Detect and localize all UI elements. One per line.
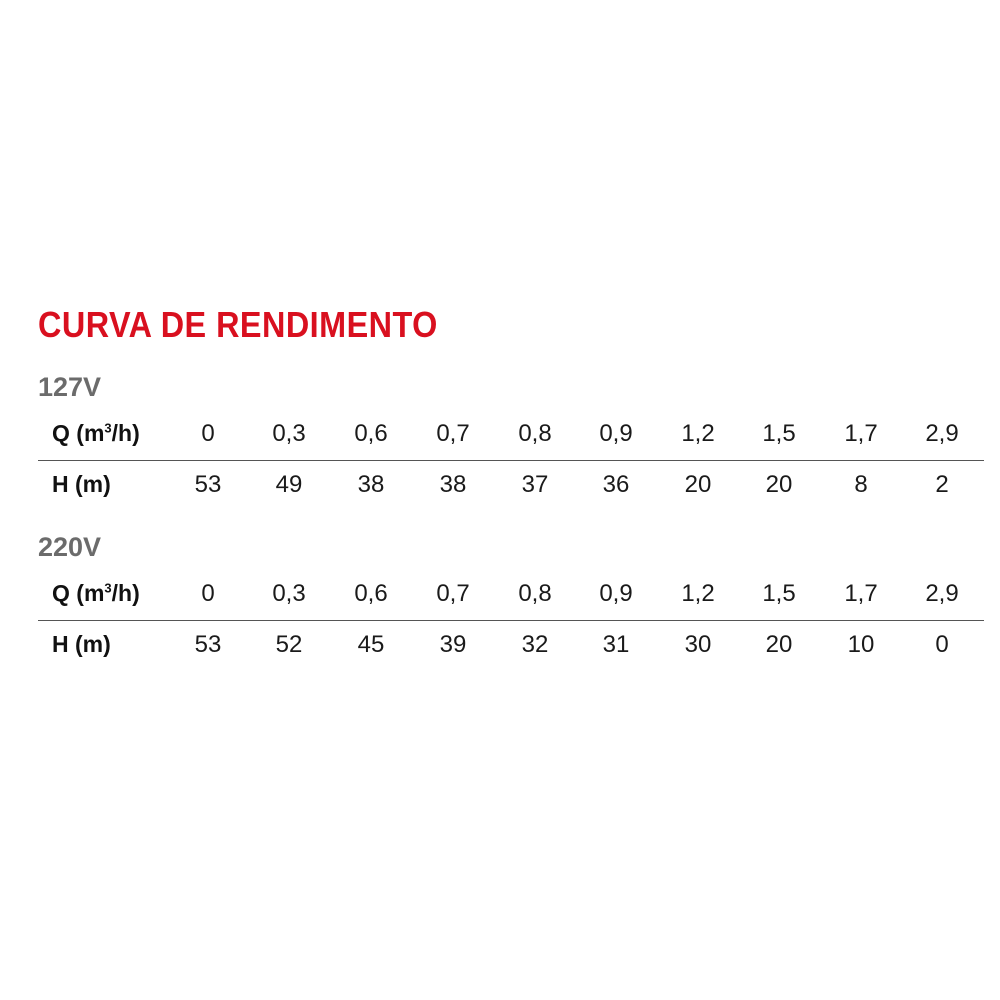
flow-cell: 0,3	[272, 580, 306, 607]
flow-cell: 0,7	[436, 580, 470, 607]
head-cell: 30	[684, 631, 712, 658]
head-row-label: H (m)	[52, 471, 111, 497]
flow-cell: 1,2	[681, 580, 715, 607]
head-cell: 20	[684, 471, 712, 498]
head-cell: 8	[854, 471, 868, 498]
head-cell: 20	[765, 471, 793, 498]
flow-cell: 0,3	[272, 420, 306, 447]
head-row-220v	[38, 621, 984, 671]
head-cell: 32	[521, 631, 549, 658]
head-cell: 49	[275, 471, 303, 498]
voltage-label-220v: 220V	[38, 532, 102, 562]
head-cell: 0	[935, 631, 949, 658]
head-cell: 38	[357, 471, 385, 498]
head-cell: 31	[602, 631, 630, 658]
head-cell: 20	[765, 631, 793, 658]
flow-cell: 1,5	[762, 420, 796, 447]
head-row-127v	[38, 461, 984, 511]
flow-cell: 0,8	[518, 580, 552, 607]
head-cell: 53	[194, 471, 222, 498]
flow-cell: 1,7	[844, 420, 878, 447]
page-title: CURVA DE RENDIMENTO	[38, 304, 438, 345]
head-cell: 52	[275, 631, 303, 658]
flow-cell: 1,5	[762, 580, 796, 607]
head-cell: 53	[194, 631, 222, 658]
head-row-label: H (m)	[52, 631, 111, 657]
head-cell: 38	[439, 471, 467, 498]
flow-row-220v	[38, 570, 984, 621]
flow-cell: 0,9	[599, 580, 633, 607]
flow-row-127v	[38, 410, 984, 461]
head-cell: 39	[439, 631, 467, 658]
flow-cell: 1,2	[681, 420, 715, 447]
flow-cell: 0,8	[518, 420, 552, 447]
flow-cell: 0,7	[436, 420, 470, 447]
head-cell: 10	[847, 631, 875, 658]
flow-cell: 0,6	[354, 580, 388, 607]
flow-cell: 0	[201, 580, 215, 607]
flow-cell: 2,9	[925, 420, 959, 447]
flow-cell: 2,9	[925, 580, 959, 607]
flow-cell: 0	[201, 420, 215, 447]
flow-cell: 0,9	[599, 420, 633, 447]
flow-cell: 0,6	[354, 420, 388, 447]
head-cell: 2	[935, 471, 949, 498]
head-cell: 37	[521, 471, 549, 498]
flow-cell: 1,7	[844, 580, 878, 607]
voltage-label-127v: 127V	[38, 372, 102, 402]
flow-row-label: Q $(m^3/h)$	[52, 580, 140, 606]
flow-row-label: Q $(m^3/h)$	[52, 420, 140, 446]
head-cell: 36	[602, 471, 630, 498]
head-cell: 45	[357, 631, 385, 658]
